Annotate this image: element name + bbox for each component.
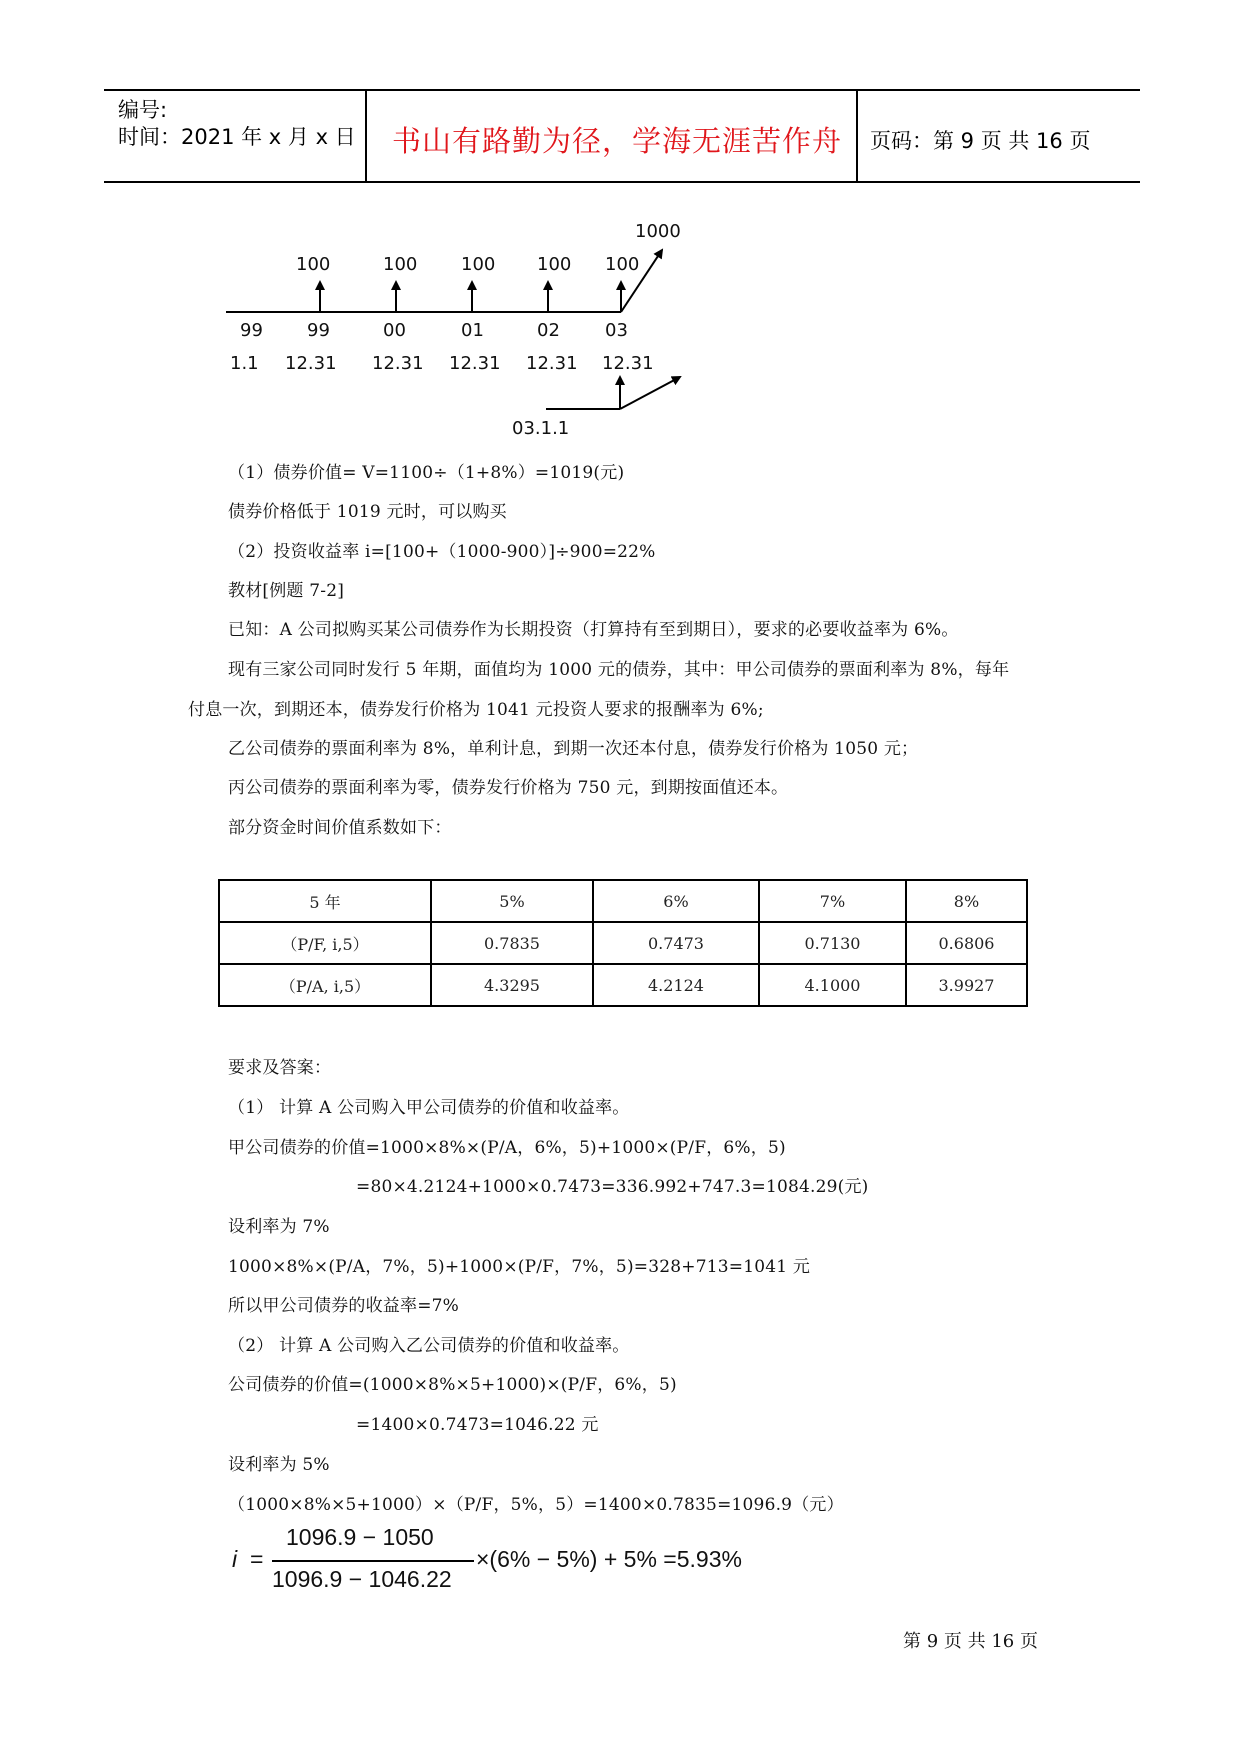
calculation-line: 所以甲公司债券的收益率=7% (228, 1296, 460, 1316)
fraction-bar (272, 1560, 474, 1562)
interpolation-formula (228, 1522, 788, 1598)
formula-equals: = (250, 1546, 264, 1572)
calculation-line: 甲公司债券的价值=1000×8%×(P/A，6%，5)+1000×(P/F，6%，5) (228, 1138, 786, 1158)
table-cell: 3.9927 (906, 964, 1027, 1006)
buy-date-label: 03.1.1 (512, 418, 570, 439)
formula-numerator: 1096.9 − 1050 (286, 1524, 434, 1550)
timeline-date-label: 1.1 (230, 353, 259, 374)
example-heading: 教材[例题 7-2] (228, 581, 345, 601)
header-motto: 书山有路勤为径，学海无涯苦作舟 (392, 124, 843, 158)
table-header-cell: 5 年 (219, 880, 431, 922)
timeline-date-label: 12.31 (602, 353, 654, 374)
table-row (219, 922, 1027, 964)
table-cell: 4.2124 (593, 964, 759, 1006)
timeline-date-label: 12.31 (449, 353, 501, 374)
paragraph-line: 乙公司债券的票面利率为 8%，单利计息，到期一次还本付息，债券发行价格为 1050 元； (228, 739, 919, 759)
paragraph-line: 部分资金时间价值系数如下： (228, 818, 452, 838)
bond-value-line: （1）债券价值= V=1100÷（1+8%）=1019(元) (228, 463, 625, 483)
time-value-coefficient-table (218, 879, 1028, 1007)
calculation-line: 设利率为 5% (228, 1455, 330, 1475)
table-header-cell: 6% (593, 880, 759, 922)
table-cell: 0.7473 (593, 922, 759, 964)
footer-page-number: 第 9 页 共 16 页 (903, 1631, 1038, 1652)
table-row (219, 964, 1027, 1006)
principal-amount-label: 1000 (635, 221, 681, 242)
formula-tail: ×(6% − 5%) + 5% =5.93% (476, 1546, 742, 1572)
calculation-line: =1400×0.7473=1046.22 元 (356, 1415, 599, 1435)
table-cell: 4.3295 (431, 964, 593, 1006)
timeline-year-label: 99 (240, 320, 263, 341)
paragraph-line: 付息一次，到期还本，债券发行价格为 1041 元投资人要求的报酬率为 6%; (188, 700, 764, 720)
timeline-year-label: 99 (307, 320, 330, 341)
calculation-line: （1000×8%×5+1000）×（P/F，5%，5）=1400×0.7835=1096.9（元） (228, 1495, 844, 1515)
timeline-date-label: 12.31 (285, 353, 337, 374)
question-line: （1） 计算 A 公司购入甲公司债券的价值和收益率。 (228, 1098, 630, 1118)
table-cell: （P/A, i,5） (219, 964, 431, 1006)
table-cell: （P/F, i,5） (219, 922, 431, 964)
coupon-amount-label: 100 (461, 254, 496, 275)
cash-flow-timeline-diagram (0, 0, 1241, 460)
formula-denominator: 1096.9 − 1046.22 (272, 1566, 452, 1592)
document-number-label: 编号: (118, 98, 168, 122)
coupon-amount-label: 100 (537, 254, 572, 275)
formula-variable: i (232, 1546, 238, 1572)
answers-heading: 要求及答案： (228, 1058, 332, 1078)
timeline-year-label: 00 (383, 320, 406, 341)
header-page-label: 页码：第 9 页 共 16 页 (870, 129, 1091, 153)
timeline-year-label: 03 (605, 320, 628, 341)
paragraph-line: 丙公司债券的票面利率为零，债券发行价格为 750 元，到期按面值还本。 (228, 778, 789, 798)
table-cell: 0.7835 (431, 922, 593, 964)
document-time-label: 时间：2021 年 x 月 x 日 (118, 125, 356, 149)
paragraph-line: 已知：A 公司拟购买某公司债券作为长期投资（打算持有至到期日），要求的必要收益率为 6%。 (228, 620, 959, 640)
table-header-row (219, 880, 1027, 922)
buy-diagonal-arrow (620, 377, 680, 409)
return-rate-line: （2）投资收益率 i=[100+（1000-900）]÷900=22% (228, 542, 656, 562)
table-cell: 0.6806 (906, 922, 1027, 964)
calculation-line: 设利率为 7% (228, 1217, 330, 1237)
table-header-cell: 5% (431, 880, 593, 922)
coupon-amount-label: 100 (383, 254, 418, 275)
table-header-cell: 8% (906, 880, 1027, 922)
calculation-line: 1000×8%×(P/A，7%，5)+1000×(P/F，7%，5)=328+713=1041 元 (228, 1257, 811, 1277)
coupon-amount-label: 100 (296, 254, 331, 275)
calculation-line: 公司债券的价值=(1000×8%×5+1000)×(P/F，6%，5) (228, 1375, 677, 1395)
calculation-line: =80×4.2124+1000×0.7473=336.992+747.3=1084.29(元) (356, 1177, 869, 1197)
table-cell: 4.1000 (759, 964, 906, 1006)
timeline-date-label: 12.31 (526, 353, 578, 374)
paragraph-line: 现有三家公司同时发行 5 年期，面值均为 1000 元的债券，其中：甲公司债券的票面利率为 8%，每年 (228, 660, 1010, 680)
table-cell: 0.7130 (759, 922, 906, 964)
table-header-cell: 7% (759, 880, 906, 922)
paragraph-line: 债券价格低于 1019 元时，可以购买 (228, 502, 507, 522)
timeline-year-label: 01 (461, 320, 484, 341)
question-line: （2） 计算 A 公司购入乙公司债券的价值和收益率。 (228, 1336, 630, 1356)
timeline-date-label: 12.31 (372, 353, 424, 374)
timeline-year-label: 02 (537, 320, 560, 341)
coupon-amount-label: 100 (605, 254, 640, 275)
